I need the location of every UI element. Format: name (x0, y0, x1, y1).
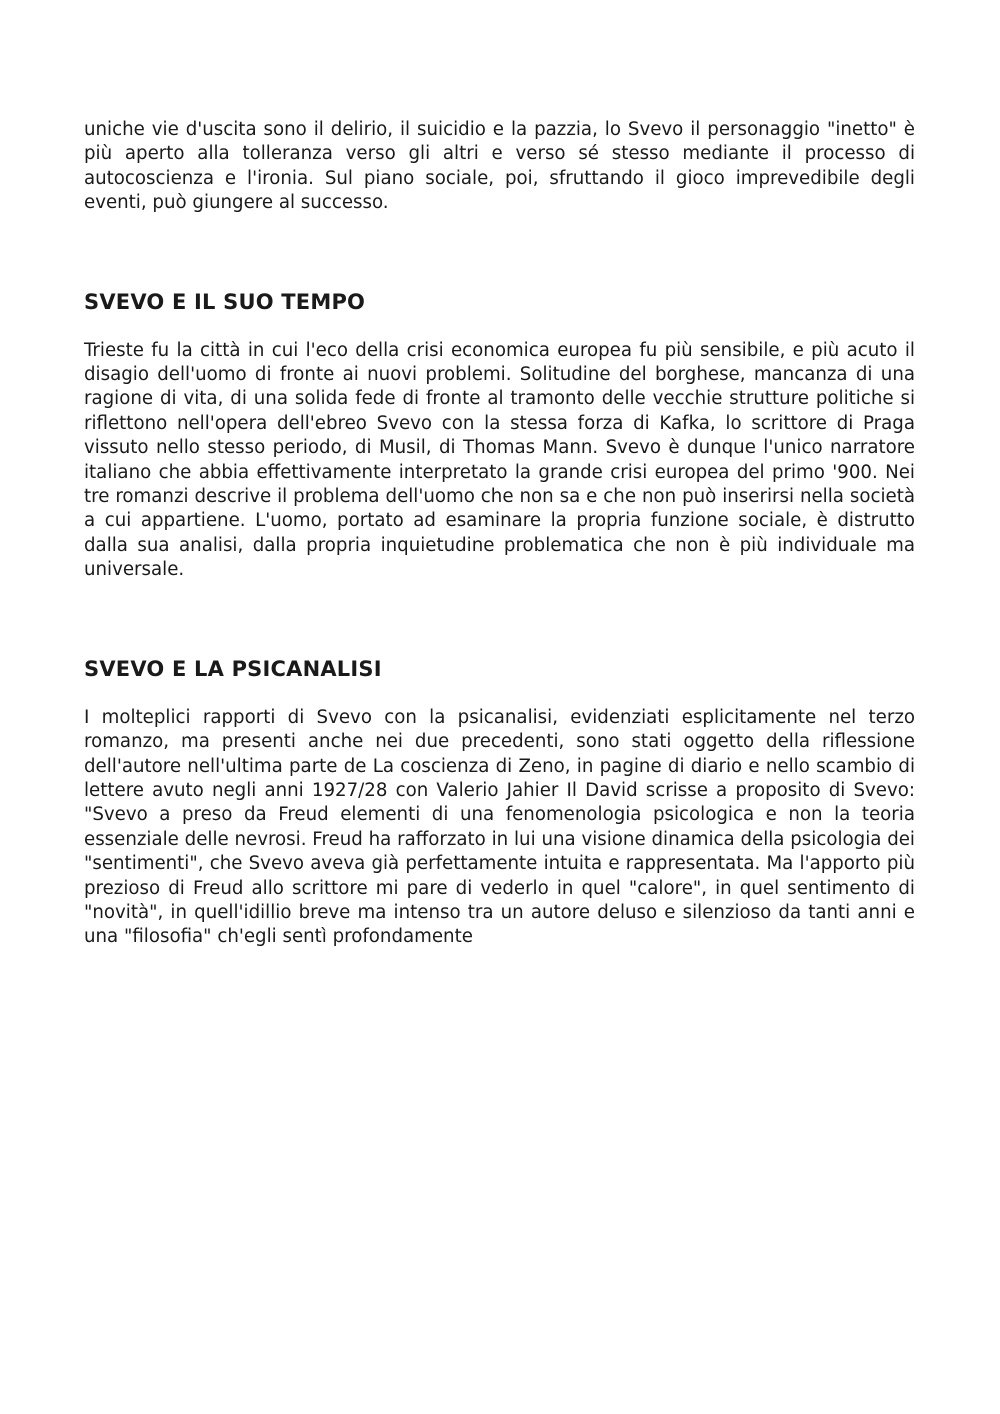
section-heading-svevo-psicanalisi: SVEVO E LA PSICANALISI (84, 656, 382, 681)
document-page (84, 118, 915, 950)
intro-paragraph: uniche vie d'uscita sono il delirio, il suicidio e la pazzia, lo Svevo il personaggio "inetto" è più aperto alla tolleranza verso gli altri e verso sé stesso mediante il processo di autocoscienza e l'ironia. Sul piano sociale, poi, sfruttando il gioco imprevedibile degli eventi, può giungere al successo. (84, 119, 915, 214)
section-body-svevo-psicanalisi: I molteplici rapporti di Svevo con la psicanalisi, evidenziati esplicitamente nel terzo romanzo, ma presenti anche nei due precedenti, sono stati oggetto della riflessione dell'autore nell'ultima parte de La coscienza di Zeno, in pagine di diario e nello scambio di lettere avuto negli anni 1927/28 con Valerio Jahier Il David scrisse a proposito di Svevo: "Svevo a preso da Freud elementi di una fenomenologia psicologica e non la teoria essenziale delle nevrosi. Freud ha rafforzato in lui una visione dinamica della psicologia dei "sentimenti", che Svevo aveva già perfettamente intuita e rappresentata. Ma l'apporto più prezioso di Freud allo scrittore mi pare di vederlo in quel "calore", in quel sentimento di "novità", in quell'idillio breve ma intenso tra un autore deluso e silenzioso da tanti anni e una "filosofia" ch'egli sentì profondamente (84, 706, 915, 948)
section-heading-svevo-tempo: SVEVO E IL SUO TEMPO (84, 289, 366, 314)
section-body-svevo-tempo: Trieste fu la città in cui l'eco della crisi economica europea fu più sensibile, e più acuto il disagio dell'uomo di fronte ai nuovi problemi. Solitudine del borghese, mancanza di una ragione di vita, di una solida fede di fronte al tramonto delle vecchie strutture politiche si riflettono nell'opera dell'ebreo Svevo con la stessa forza di Kafka, lo scrittore di Praga vissuto nello stesso periodo, di Musil, di Thomas Mann. Svevo è dunque l'unico narratore italiano che abbia effettivamente interpretato la grande crisi europea del primo '900. Nei tre romanzi descrive il problema dell'uomo che non sa e che non può inserirsi nella società a cui appartiene. L'uomo, portato ad esaminare la propria funzione sociale, è distrutto dalla sua analisi, dalla propria inquietudine problematica che non è più individuale ma universale. (84, 339, 915, 581)
